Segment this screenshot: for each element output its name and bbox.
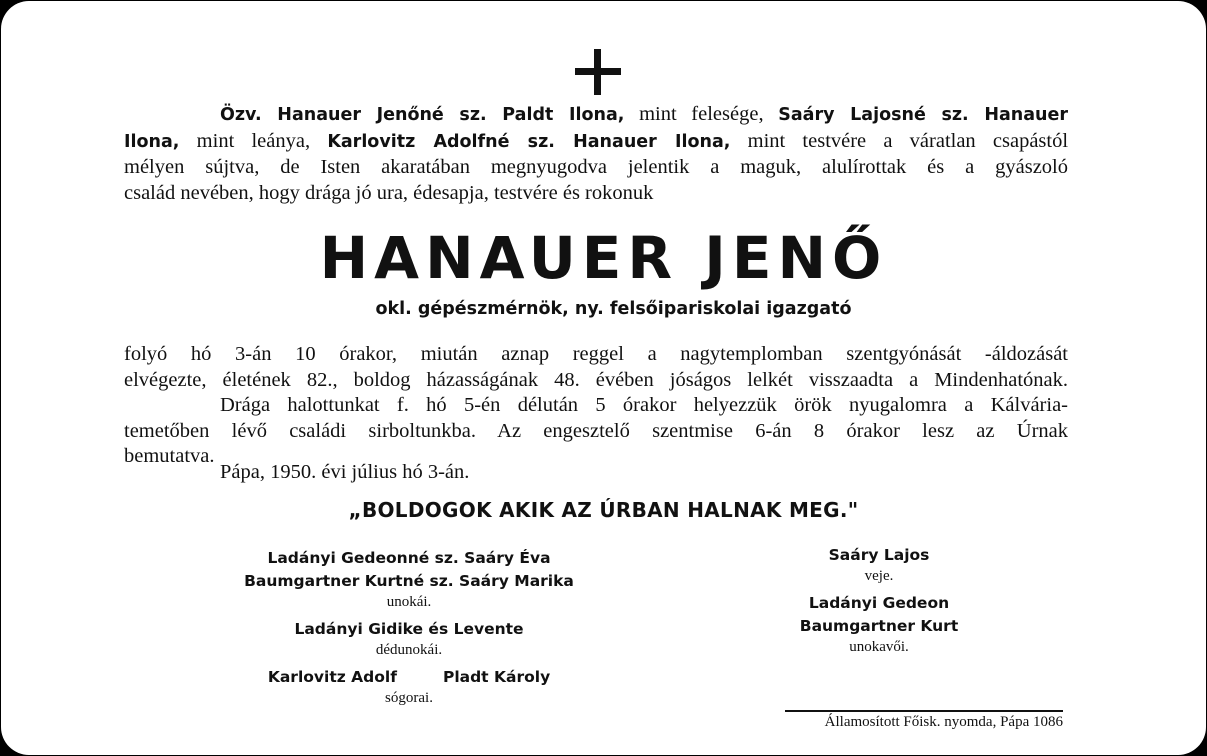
printer-divider <box>785 710 1063 712</box>
body-line-1: folyó hó 3-án 10 órakor, miután aznap reggel a nagytemplomban szentgyónását -áldozását <box>124 343 1068 365</box>
printer-imprint: Államosított Főisk. nyomda, Pápa 1086 <box>824 714 1063 730</box>
body-line-2: elvégezte, életének 82., boldog házasságának 48. évében jóságos lelkét visszaadta a Mindenhatónak. <box>124 368 1068 391</box>
mourners-left <box>231 547 587 714</box>
obituary-card <box>1 1 1206 755</box>
mourner-name: Baumgartner Kurt <box>799 617 959 635</box>
mourner-relation: veje. <box>864 568 894 584</box>
mourner-name: Baumgartner Kurtné sz. Saáry Marika <box>244 572 574 590</box>
body-line-5: bemutatva. <box>124 445 215 467</box>
daughter-relation: mint leánya, <box>196 129 311 152</box>
intro-line-2 <box>124 129 1068 156</box>
mourner-relation: dédunokái. <box>375 642 443 658</box>
mourner-name: Saáry Lajos <box>828 546 930 564</box>
mourners-right <box>741 544 1017 663</box>
body-line-3: Drága halottunkat f. hó 5-én délután 5 órakor helyezzük örök nyugalomra a Kálvária- <box>220 394 1068 416</box>
intro-paragraph <box>124 102 1068 206</box>
cross-icon <box>575 49 621 95</box>
place-date: Pápa, 1950. évi július hó 3-án. <box>220 461 470 483</box>
announcement-paragraph <box>124 342 1068 470</box>
intro-line-1 <box>124 102 1068 129</box>
mourner-name: Ladányi Gidike és Levente <box>294 620 524 638</box>
mourner-name: Karlovitz Adolf <box>267 668 397 686</box>
daughter-name-part: Saáry Lajosné sz. Hanauer <box>778 105 1069 125</box>
mourner-pair <box>231 666 587 689</box>
sister-name: Karlovitz Adolfné sz. Hanauer Ilona, <box>327 131 731 152</box>
deceased-name: HANAUER JENŐ <box>319 224 888 292</box>
body-line-4: temetőben lévő családi sirboltunkba. Az engesztelő szentmise 6-án 8 órakor lesz az Úrnak <box>124 419 1068 442</box>
mourner-name: Ladányi Gedeon <box>808 594 950 612</box>
mourner-name: Pladt Károly <box>442 668 551 686</box>
mourner-relation: unokái. <box>386 594 432 610</box>
mourner-relation: sógorai. <box>385 690 433 706</box>
widow-name: Özv. Hanauer Jenőné sz. Paldt Ilona, <box>220 105 625 125</box>
deceased-title: okl. gépészmérnök, ny. felsőipariskolai igazgató <box>375 299 852 319</box>
sister-relation: mint testvére a váratlan csapástól <box>747 129 1069 152</box>
intro-line-4: család nevében, hogy drága jó ura, édesapja, testvére és rokonuk <box>124 181 654 204</box>
mourner-name: Ladányi Gedeonné sz. Saáry Éva <box>267 549 551 567</box>
widow-relation: mint felesége, <box>639 103 764 125</box>
daughter-name-end: Ilona, <box>124 131 180 152</box>
mourner-relation: unokavői. <box>849 639 909 655</box>
motto: „BOLDOGOK AKIK AZ ÚRBAN HALNAK MEG." <box>348 498 859 522</box>
intro-line-3: mélyen sújtva, de Isten akaratában megnyugodva jelentik a maguk, alulírottak és a gyászoló <box>124 156 1068 178</box>
